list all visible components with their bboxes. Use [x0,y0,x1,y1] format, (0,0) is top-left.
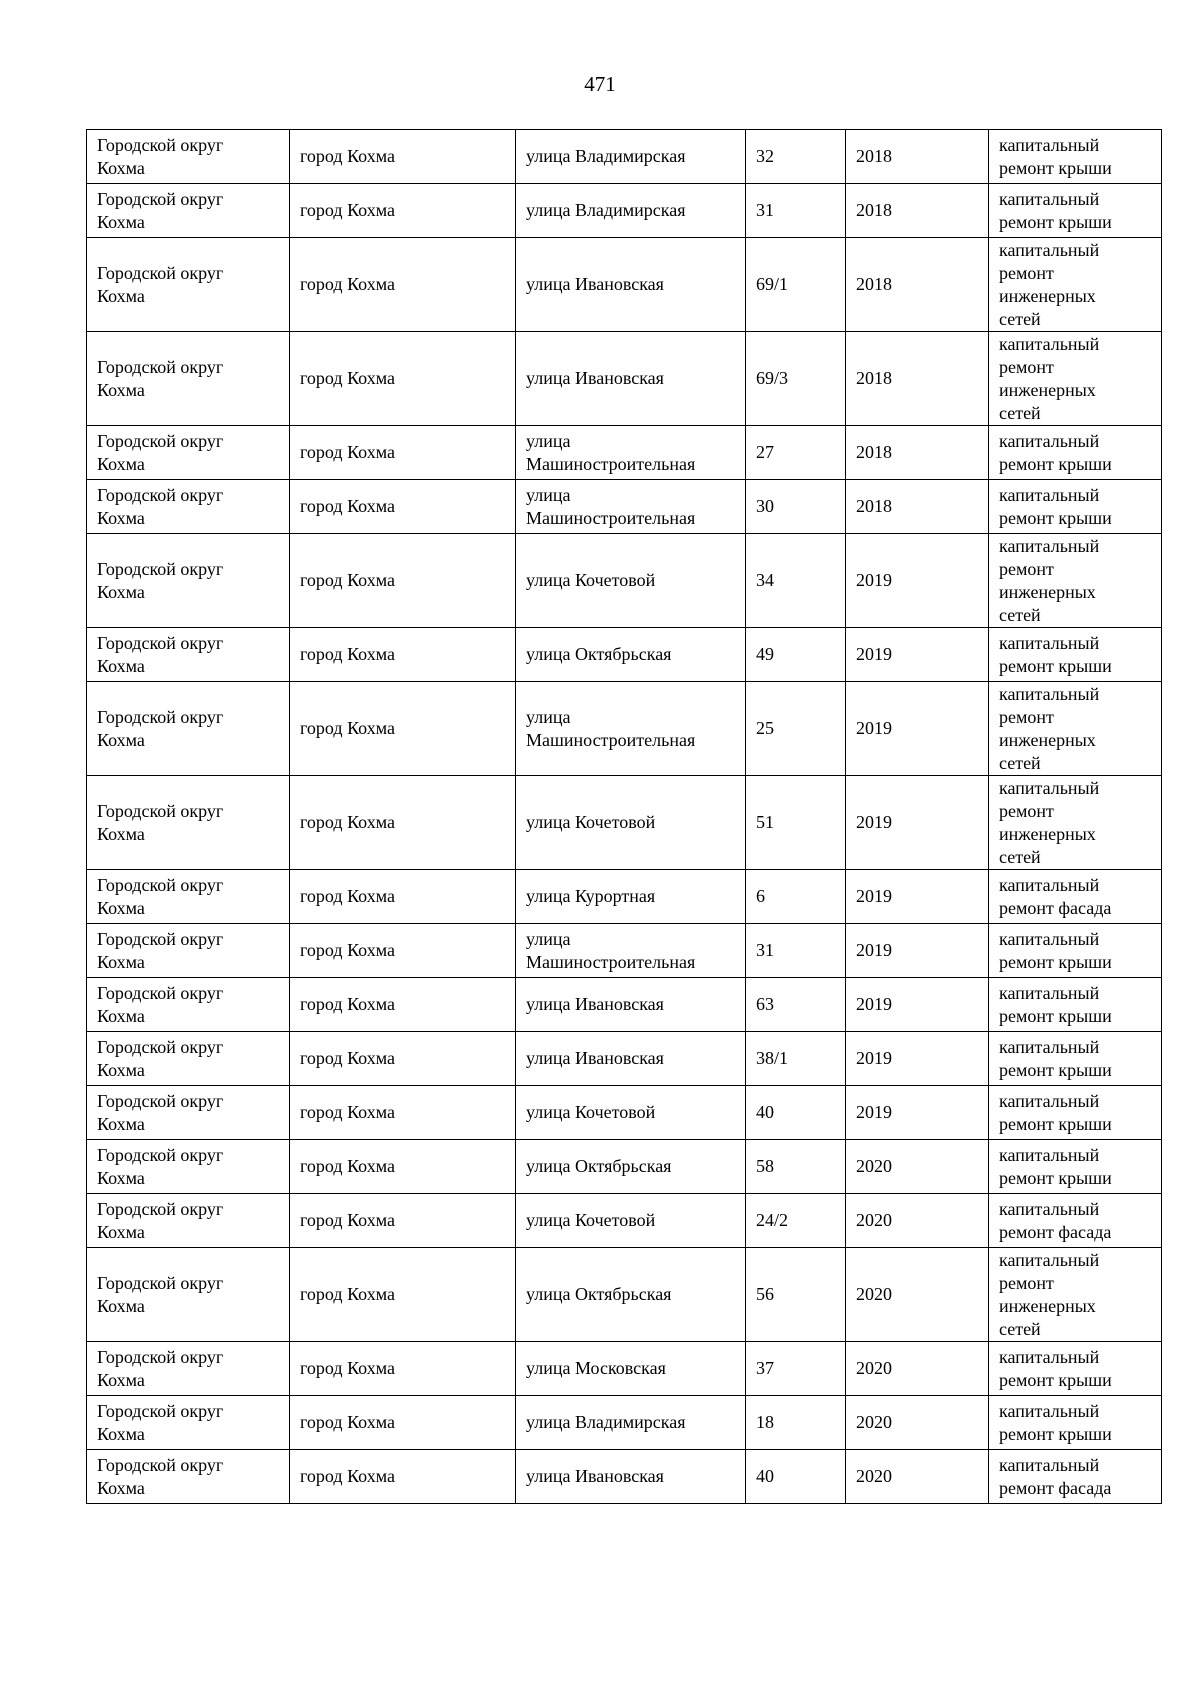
cell-city: город Кохма [290,1194,516,1248]
cell-city: город Кохма [290,870,516,924]
cell-year: 2018 [846,184,989,238]
cell-district: Городской округ Кохма [87,776,290,870]
cell-street: улица Московская [516,1342,746,1396]
cell-district: Городской округ Кохма [87,1248,290,1342]
cell-city: город Кохма [290,238,516,332]
table-row [87,1032,1162,1086]
cell-work-type: капитальный ремонт инженерных сетей [989,682,1162,776]
cell-year: 2020 [846,1396,989,1450]
cell-city: город Кохма [290,1248,516,1342]
cell-work-type: капитальный ремонт крыши [989,1396,1162,1450]
cell-street: улица Курортная [516,870,746,924]
cell-street: улица Ивановская [516,1032,746,1086]
cell-work-type: капитальный ремонт крыши [989,1086,1162,1140]
table-row [87,1086,1162,1140]
cell-city: город Кохма [290,426,516,480]
cell-work-type: капитальный ремонт крыши [989,184,1162,238]
cell-year: 2020 [846,1450,989,1504]
cell-city: город Кохма [290,628,516,682]
cell-house-number: 31 [746,184,846,238]
cell-house-number: 49 [746,628,846,682]
table-row [87,426,1162,480]
cell-district: Городской округ Кохма [87,870,290,924]
cell-house-number: 40 [746,1086,846,1140]
cell-house-number: 63 [746,978,846,1032]
cell-city: город Кохма [290,1032,516,1086]
cell-house-number: 25 [746,682,846,776]
cell-street: улица Кочетовой [516,1194,746,1248]
cell-year: 2018 [846,130,989,184]
cell-street: улица Машиностроительная [516,480,746,534]
cell-work-type: капитальный ремонт крыши [989,426,1162,480]
cell-street: улица Машиностроительная [516,682,746,776]
cell-year: 2019 [846,1032,989,1086]
cell-year: 2019 [846,1086,989,1140]
table-row [87,1194,1162,1248]
table-row [87,870,1162,924]
cell-work-type: капитальный ремонт инженерных сетей [989,332,1162,426]
cell-street: улица Ивановская [516,332,746,426]
cell-year: 2020 [846,1140,989,1194]
table-row [87,1396,1162,1450]
table-row [87,1248,1162,1342]
cell-district: Городской округ Кохма [87,426,290,480]
table-row [87,776,1162,870]
cell-city: город Кохма [290,1342,516,1396]
cell-year: 2019 [846,776,989,870]
cell-house-number: 30 [746,480,846,534]
cell-work-type: капитальный ремонт крыши [989,480,1162,534]
cell-year: 2018 [846,238,989,332]
cell-work-type: капитальный ремонт фасада [989,1194,1162,1248]
cell-district: Городской округ Кохма [87,682,290,776]
cell-year: 2018 [846,426,989,480]
cell-district: Городской округ Кохма [87,130,290,184]
cell-city: город Кохма [290,534,516,628]
cell-work-type: капитальный ремонт крыши [989,1342,1162,1396]
cell-street: улица Владимирская [516,184,746,238]
cell-city: город Кохма [290,332,516,426]
cell-house-number: 69/1 [746,238,846,332]
cell-house-number: 31 [746,924,846,978]
cell-street: улица Владимирская [516,130,746,184]
cell-district: Городской округ Кохма [87,1032,290,1086]
table-row [87,534,1162,628]
cell-district: Городской округ Кохма [87,628,290,682]
cell-city: город Кохма [290,1396,516,1450]
cell-district: Городской округ Кохма [87,1140,290,1194]
cell-work-type: капитальный ремонт крыши [989,628,1162,682]
table-row [87,1342,1162,1396]
page-number: 471 [584,72,616,96]
cell-work-type: капитальный ремонт крыши [989,1032,1162,1086]
cell-street: улица Машиностроительная [516,924,746,978]
cell-street: улица Ивановская [516,1450,746,1504]
cell-year: 2018 [846,480,989,534]
cell-work-type: капитальный ремонт крыши [989,130,1162,184]
cell-work-type: капитальный ремонт крыши [989,978,1162,1032]
cell-work-type: капитальный ремонт фасада [989,870,1162,924]
cell-house-number: 37 [746,1342,846,1396]
cell-city: город Кохма [290,1450,516,1504]
cell-street: улица Ивановская [516,238,746,332]
cell-year: 2020 [846,1248,989,1342]
cell-city: город Кохма [290,480,516,534]
cell-street: улица Машиностроительная [516,426,746,480]
cell-street: улица Кочетовой [516,1086,746,1140]
cell-district: Городской округ Кохма [87,480,290,534]
table-row [87,1450,1162,1504]
cell-house-number: 69/3 [746,332,846,426]
table-row [87,682,1162,776]
table-row [87,978,1162,1032]
cell-house-number: 34 [746,534,846,628]
cell-city: город Кохма [290,776,516,870]
cell-district: Городской округ Кохма [87,332,290,426]
cell-year: 2019 [846,682,989,776]
cell-year: 2019 [846,978,989,1032]
cell-street: улица Октябрьская [516,1140,746,1194]
cell-city: город Кохма [290,1086,516,1140]
cell-work-type: капитальный ремонт крыши [989,1140,1162,1194]
cell-street: улица Владимирская [516,1396,746,1450]
table-row [87,924,1162,978]
cell-year: 2019 [846,628,989,682]
cell-house-number: 40 [746,1450,846,1504]
cell-district: Городской округ Кохма [87,1396,290,1450]
table-row [87,628,1162,682]
table-row [87,238,1162,332]
cell-house-number: 38/1 [746,1032,846,1086]
cell-year: 2019 [846,534,989,628]
cell-year: 2019 [846,924,989,978]
cell-street: улица Кочетовой [516,776,746,870]
cell-district: Городской округ Кохма [87,184,290,238]
cell-work-type: капитальный ремонт инженерных сетей [989,534,1162,628]
cell-street: улица Ивановская [516,978,746,1032]
cell-street: улица Октябрьская [516,628,746,682]
cell-work-type: капитальный ремонт фасада [989,1450,1162,1504]
cell-house-number: 58 [746,1140,846,1194]
cell-house-number: 6 [746,870,846,924]
table-row [87,332,1162,426]
cell-district: Городской округ Кохма [87,238,290,332]
cell-district: Городской округ Кохма [87,1194,290,1248]
cell-district: Городской округ Кохма [87,1450,290,1504]
table-row [87,1140,1162,1194]
cell-house-number: 24/2 [746,1194,846,1248]
cell-work-type: капитальный ремонт инженерных сетей [989,1248,1162,1342]
cell-district: Городской округ Кохма [87,1086,290,1140]
cell-city: город Кохма [290,130,516,184]
cell-work-type: капитальный ремонт инженерных сетей [989,238,1162,332]
cell-work-type: капитальный ремонт крыши [989,924,1162,978]
cell-year: 2018 [846,332,989,426]
cell-house-number: 32 [746,130,846,184]
cell-city: город Кохма [290,682,516,776]
table-body [87,130,1162,1504]
cell-city: город Кохма [290,978,516,1032]
cell-district: Городской округ Кохма [87,534,290,628]
table-row [87,130,1162,184]
cell-year: 2020 [846,1194,989,1248]
cell-district: Городской округ Кохма [87,924,290,978]
cell-house-number: 27 [746,426,846,480]
cell-house-number: 18 [746,1396,846,1450]
cell-year: 2019 [846,870,989,924]
cell-city: город Кохма [290,184,516,238]
table-row [87,184,1162,238]
cell-district: Городской округ Кохма [87,978,290,1032]
housing-repair-table [86,129,1162,1504]
cell-year: 2020 [846,1342,989,1396]
cell-house-number: 51 [746,776,846,870]
cell-work-type: капитальный ремонт инженерных сетей [989,776,1162,870]
table-row [87,480,1162,534]
cell-street: улица Октябрьская [516,1248,746,1342]
cell-district: Городской округ Кохма [87,1342,290,1396]
cell-house-number: 56 [746,1248,846,1342]
cell-street: улица Кочетовой [516,534,746,628]
cell-city: город Кохма [290,1140,516,1194]
cell-city: город Кохма [290,924,516,978]
